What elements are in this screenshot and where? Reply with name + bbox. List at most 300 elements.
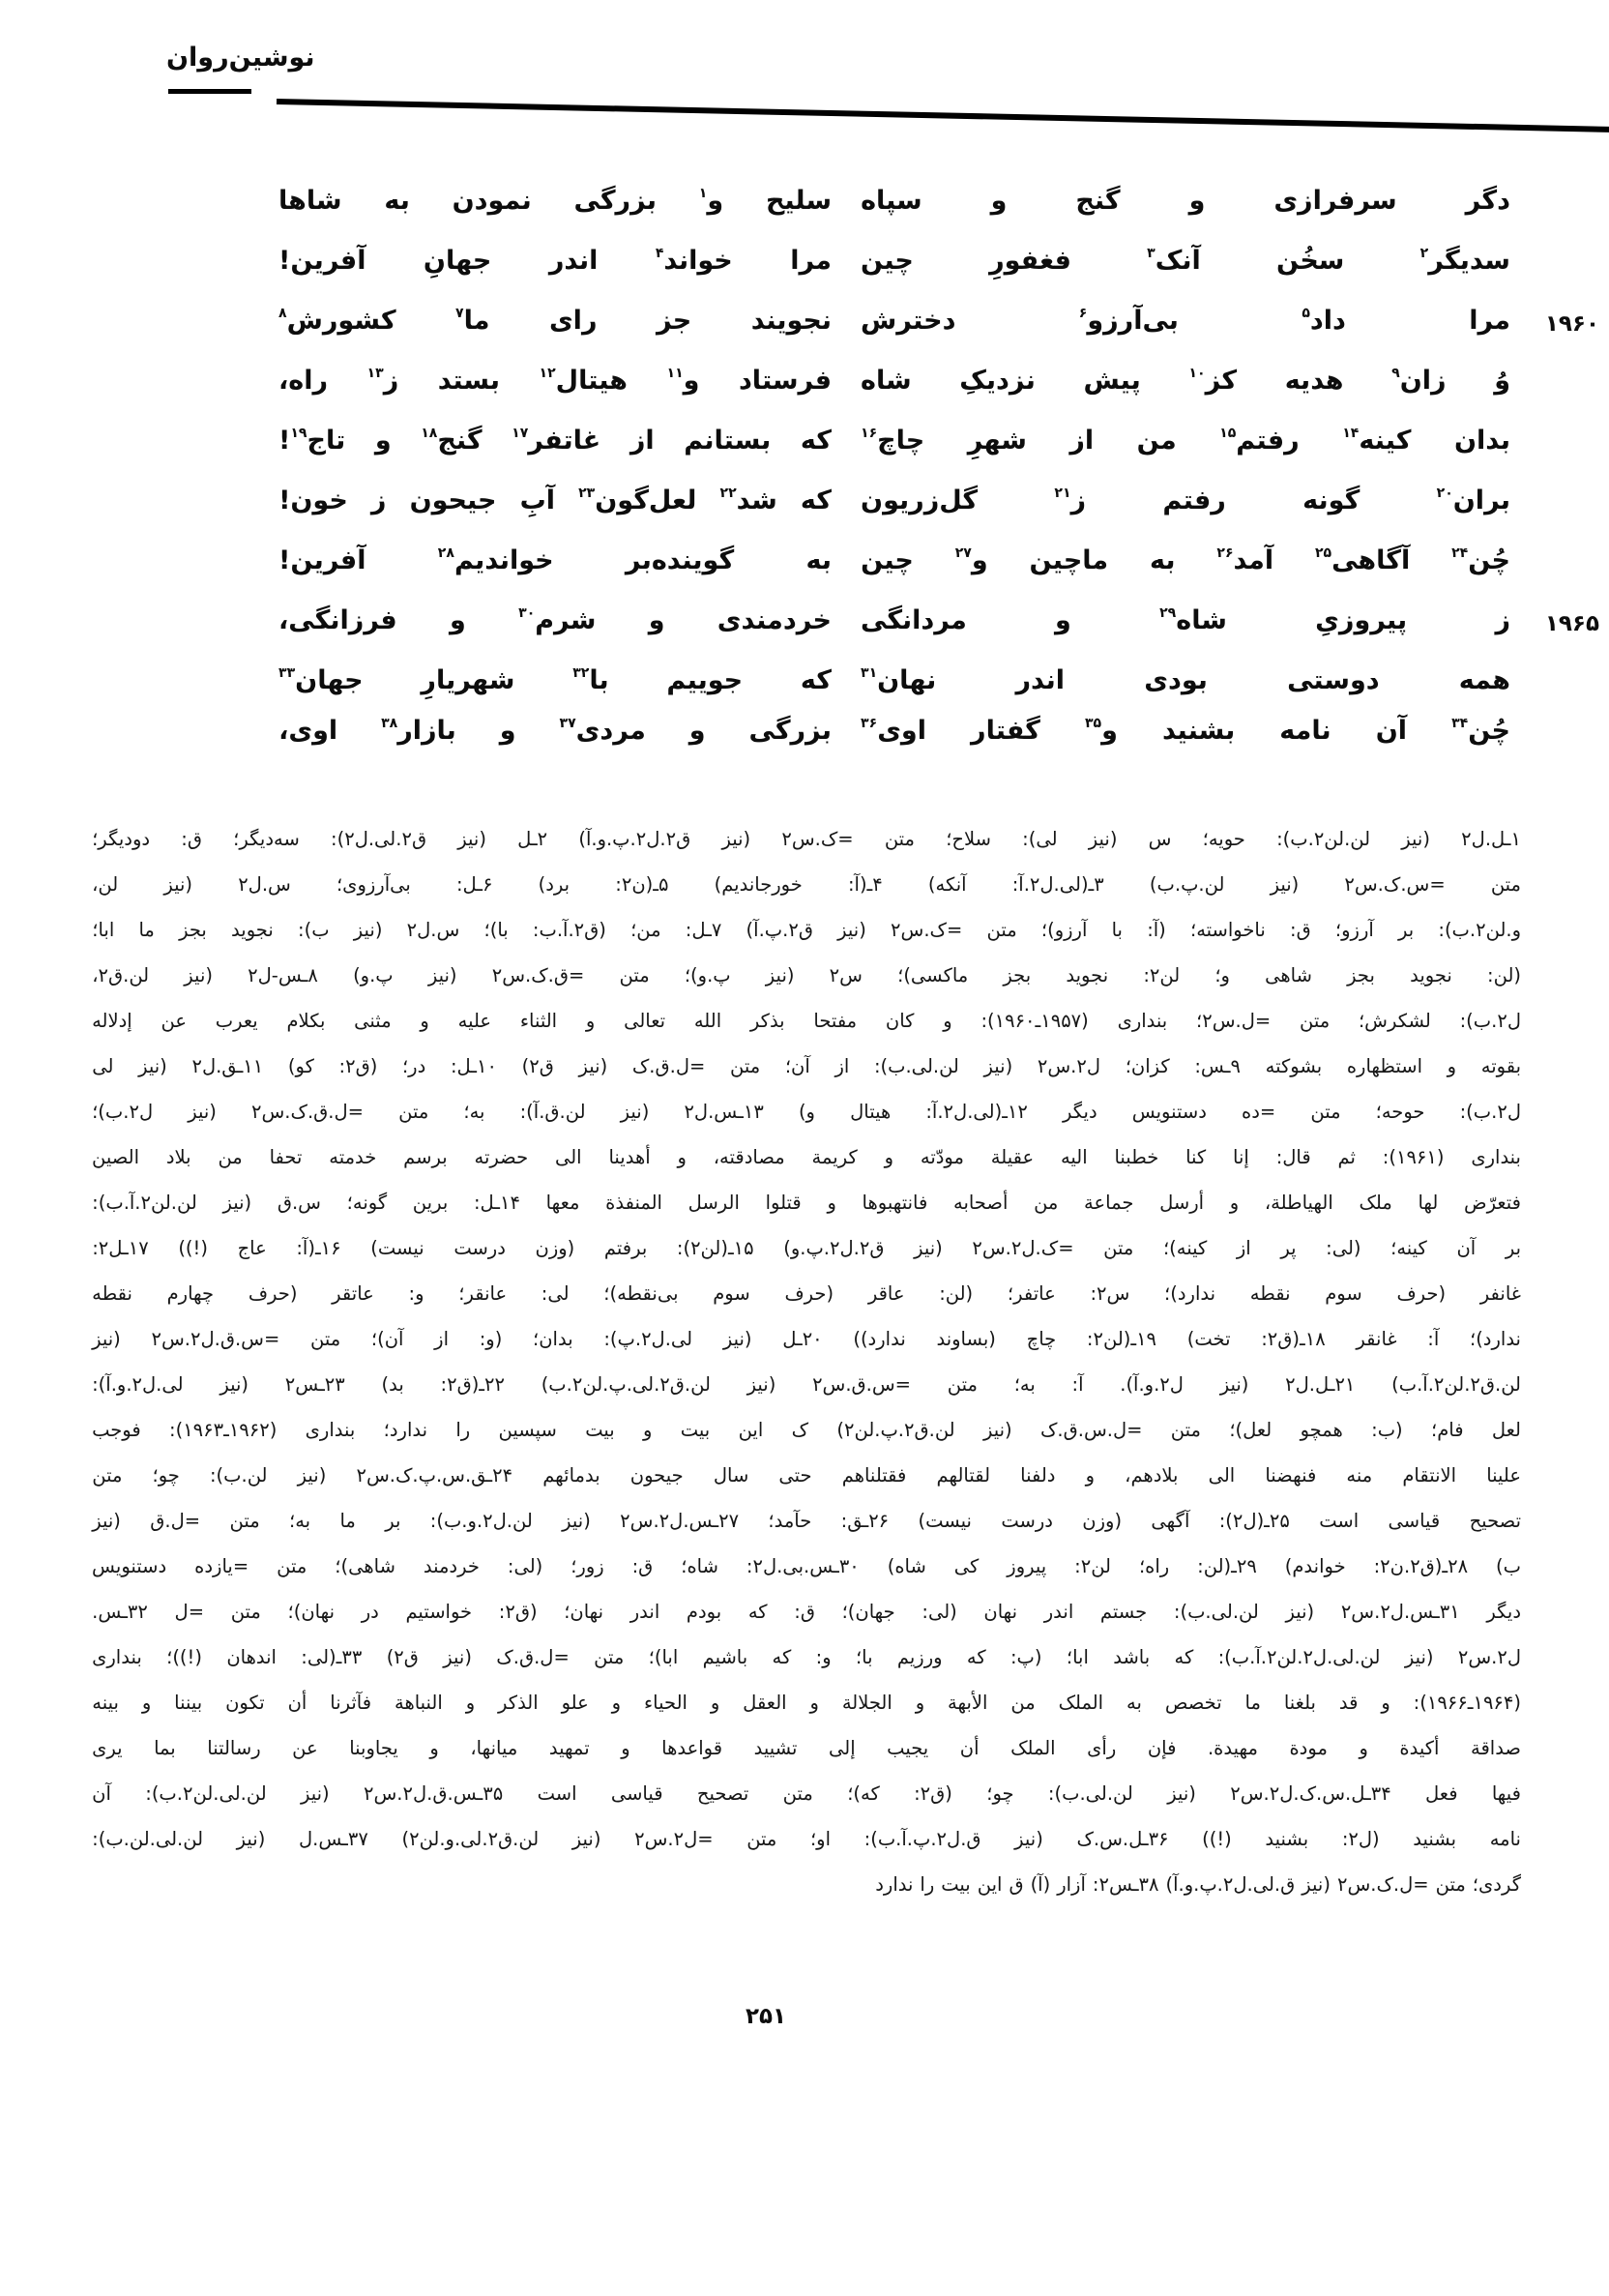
word: بد) [381,1373,404,1396]
word: لعل‌گون$^{۲۳}$ [578,486,697,515]
word: خطبنا [1114,1146,1159,1168]
word: ک [791,1419,809,1441]
word: (بساوند [936,1328,996,1350]
word: ۲۳ـس۲ [284,1373,345,1396]
word: ناخواسته؛ [1190,919,1266,941]
word: أرسل [1159,1192,1205,1214]
word: من [1010,1692,1036,1714]
word: آن [1456,1237,1477,1259]
word: شهریارِ [421,665,515,695]
footnote-marker: ۱۴ [1342,426,1360,441]
word: خواندم) [1284,1555,1346,1577]
word: حوحه؛ [1375,1101,1425,1123]
footnote-marker: ۱۵ [1219,426,1237,441]
word: دیگر [1486,1601,1521,1623]
word: =س.ق.س۲ [812,1373,912,1396]
word: لشکرش؛ [1358,1010,1431,1032]
word: به [1150,545,1176,575]
word: به؛ [289,1510,311,1532]
apparatus-line [92,1010,1521,1055]
word: بذکر [749,1010,785,1032]
word: (!)) [178,1237,208,1259]
word: أن [959,1737,980,1759]
second-hemistich [278,665,832,695]
verse-row [0,716,1609,766]
word: آ: [1071,1373,1084,1396]
word: فیها [1491,1782,1521,1805]
word: گنج [1075,186,1121,216]
apparatus-section [92,828,1521,1919]
footnote-marker: ۳۸ [381,716,398,731]
word: فانتهبوها [862,1192,928,1214]
word: ۳۵ـس.ق.ل۲.س۲ [364,1782,504,1805]
word: (آ: [1147,919,1166,941]
word: =ل.ق [150,1510,201,1532]
word: دودیگر؛ [92,828,151,850]
word: لن.ق۲.لی.پ.لن۲.ب) [541,1373,711,1396]
word: و [1381,1692,1390,1714]
word: خواستیم [405,1601,473,1623]
word: غانفر [1479,1282,1521,1305]
word: شاه$^{۲۹}$ [1159,605,1227,635]
footnote-marker: ۲ [1419,246,1429,261]
word: ل۲.ب): [1459,1010,1521,1032]
word: کینه)؛ [1162,1237,1208,1259]
word: به [805,545,832,575]
word: پر [1280,1237,1297,1259]
word: دخترش [861,306,956,336]
word: (نیز [138,1055,167,1077]
word: نهان؛ [564,1601,604,1623]
word: کشورش$^۸$ [278,306,396,336]
word: بدان؛ [533,1328,573,1350]
word: بقوته [1480,1055,1521,1077]
word: (نیز [1401,828,1430,850]
word: (نیز [982,1419,1012,1441]
word: (حرف [248,1282,298,1305]
word: من [1034,1192,1059,1214]
word: این [738,1419,764,1441]
word: ق۲.پ.آ) [746,919,813,941]
word: شاه [861,366,912,396]
word: به؛ [463,1101,485,1123]
footnote-marker: ۱۳ [366,366,384,381]
word: رفتم [1162,486,1226,515]
word: گردی؛ [1472,1873,1521,1896]
footnote-marker: ۱۰ [1188,366,1206,381]
word: سه‌دیگر؛ [233,828,300,850]
word: و [648,605,665,635]
word: أن [287,1692,307,1714]
first-hemistich [861,545,1510,575]
word: بازار$^{۳۸}$ [381,716,456,746]
word: از [1236,1237,1251,1259]
word: عن [292,1737,318,1759]
word: جهان$^{۳۳}$ [278,665,364,695]
word: (نیز [914,1237,943,1259]
word: ق.ل۲.پ.آ.ب): [863,1828,981,1850]
word: گفتار [971,716,1040,746]
verse-row [0,246,1609,296]
word: (نیز [620,1101,650,1123]
word: تخت) [1186,1328,1231,1350]
second-hemistich [278,716,832,746]
word: بودی [1144,665,1208,695]
word: متن [1435,1873,1466,1896]
footnote-marker: ۴ [655,246,664,261]
word: س.ل۲ [238,873,291,896]
word: إنا [1233,1146,1249,1168]
word: چین [861,545,914,575]
word: باشد [1113,1646,1151,1668]
apparatus-line [92,1782,1521,1828]
word: جیحون [409,486,497,515]
word: که [800,486,832,515]
word: ۳۶ـل.س.ک [1076,1828,1169,1850]
word: سوم [713,1282,750,1305]
word: بستانم [684,426,772,456]
word: لن.لی.لن۲.ب): [145,1782,267,1805]
word: از [629,426,655,456]
word: قواعدها [661,1737,723,1759]
word: مردی$^{۳۷}$ [559,716,646,746]
word: قد [1338,1692,1359,1714]
word: علینا [1486,1464,1521,1487]
word: در؛ [401,1055,426,1077]
word: و [827,1192,836,1214]
footnote-marker: ۱۹ [290,426,307,441]
word: گل‌زریون [861,486,979,515]
word: و [1085,1464,1096,1487]
word: سخُن [1276,246,1345,276]
apparatus-line [92,1873,1521,1919]
footnote-marker: ۷ [455,306,464,321]
word: =ک.ل۲.س۲ [972,1237,1074,1259]
first-hemistich [861,186,1510,216]
first-hemistich [861,426,1510,456]
word: که [966,1646,986,1668]
word: شاهی)؛ [335,1555,395,1577]
word: لن.ب): [209,1464,268,1487]
word: ز$^{۲۱}$ [1054,486,1087,515]
word: =ک.س۲ [891,919,963,941]
word: ل۲.ب): [1459,1101,1521,1123]
word: مردانگی [861,605,967,635]
word: و: [408,1282,424,1305]
word: ب): [298,919,330,941]
word: نامه [1279,716,1331,746]
word: لن.ق۲.لن۲.آ.ب) [1391,1373,1521,1396]
word: ۱۹ـ(لن۲: [1086,1328,1157,1350]
word: ق۲) [521,1055,554,1077]
word: (نیز [297,1464,327,1487]
running-head-title: نوشین‌روان [166,43,315,73]
word: (نیز [983,1055,1013,1077]
word: شاه) [887,1555,926,1577]
word: من [1136,426,1177,456]
word: (نیز [92,1510,121,1532]
word: از [834,1055,850,1077]
footnote-marker: ۲۶ [1216,545,1234,561]
word: (حرف [784,1282,834,1305]
word: متن [884,828,915,850]
apparatus-line [92,1328,1521,1373]
word: خردمندی [717,605,832,635]
word: فام؛ [1431,1419,1464,1441]
word: (وزن [1082,1510,1123,1532]
word: ماکسی)؛ [897,964,969,986]
word: ۱۵ـ(لن۲): [676,1237,754,1259]
word: رفتم$^{۱۵}$ [1219,426,1300,456]
word: الی [1208,1464,1236,1487]
word: چاچ [1026,1328,1057,1350]
word: حویه؛ [1202,828,1245,850]
word: ۳۴ـل.س.ک.ل۲.س۲ [1230,1782,1391,1805]
apparatus-line [92,919,1521,964]
word: ۱۰ـل: [450,1055,497,1077]
word: أهدینا [608,1146,651,1168]
word: مودّته [920,1146,964,1168]
first-hemistich [861,605,1510,635]
word: اندر [548,246,599,276]
word: آن [92,1782,111,1805]
word: (نیز [1014,1828,1043,1850]
word: (نیز [722,1328,752,1350]
word: ۷ـل: [685,919,722,941]
verse-row [0,605,1609,656]
word: ندارد؛ [383,1419,428,1441]
word: متن [730,1055,761,1077]
word: جوییم [666,665,744,695]
word: و: [815,1646,832,1668]
word: نزدیکِ [959,366,1036,396]
word: تصحیح [696,1782,749,1805]
word: بنداری [92,1646,142,1668]
word: یری [92,1737,123,1759]
word: و [611,1692,622,1714]
apparatus-line [92,873,1521,919]
word: از [434,1328,449,1350]
word: عقیلة [990,1146,1035,1168]
word: ۳۷ـس.ل [298,1828,368,1850]
word: و [499,716,516,746]
word: بی‌نقطه)؛ [603,1282,679,1305]
apparatus-line [92,1510,1521,1555]
word: بلغنا [1283,1692,1316,1714]
word: خون! [278,486,348,515]
word: ندارد)؛ [1470,1328,1521,1350]
word: بما [154,1737,176,1759]
word: ۲۹ـ(لن: [1197,1555,1257,1577]
word: (نیز [188,1101,217,1123]
word: ق۲.ل۲.پ.و.آ) [578,828,691,850]
word: نیست) [370,1237,424,1259]
word: ۳۸ـس۲: [1092,1873,1159,1896]
word: هیتال [850,1101,892,1123]
word: لی.ل۲.و.آ): [92,1373,184,1396]
word: فآثرنا [330,1692,372,1714]
word: بنداری [305,1419,356,1441]
word: بزرگی [748,716,832,746]
word: ابا)؛ [648,1646,679,1668]
word: معها [545,1192,580,1214]
word: =ل.س۲؛ [1196,1010,1272,1032]
word: و$^{۱۱}$ [666,366,700,396]
word: متن [1490,873,1521,896]
word: و [621,1737,630,1759]
word: سلیح [765,186,832,216]
word: مفتحا [813,1010,858,1032]
word: و [643,1419,653,1441]
word: حضرته [474,1146,529,1168]
word: بی‌آرزو$^۶$ [1078,306,1179,336]
word: لن.لن۲.آ.ب): [92,1192,197,1214]
word: لن، [92,873,119,896]
word: تشیید [753,1737,798,1759]
second-hemistich [278,186,832,216]
footnote-marker: ۲۴ [1451,545,1469,561]
word: نجوید [231,919,274,941]
word: که [1174,1646,1194,1668]
apparatus-line [92,1737,1521,1782]
word: آرزو)؛ [1040,919,1088,941]
word: و [429,1737,439,1759]
word: عانقر؛ [458,1282,508,1305]
word: (لن: [1487,964,1521,986]
verse-row [0,306,1609,356]
word: که [800,665,832,695]
word: (نیز [92,1328,121,1350]
verse-row [0,486,1609,536]
word: سپسین [498,1419,557,1441]
word: که)؛ [847,1782,880,1805]
word: نجوید [1410,964,1452,986]
word: راه؛ [1138,1555,1170,1577]
word: به؛ [1013,1373,1036,1396]
second-hemistich [278,366,832,396]
word: یعرب [215,1010,258,1032]
verse-row [0,186,1609,236]
word: به [384,186,410,216]
word: و [809,1692,819,1714]
word: چاچ$^{۱۶}$ [861,426,925,456]
word: أکیدة [1399,1737,1440,1759]
word: آمد$^{۲۶}$ [1216,545,1274,575]
footnote-marker: ۱۷ [512,426,529,441]
word: غانقر [1356,1328,1397,1350]
second-hemistich [278,426,832,456]
word: بیت [585,1419,615,1441]
first-hemistich [861,246,1510,276]
word: چین [861,246,914,276]
word: علو [561,1692,589,1714]
word: خردمند [423,1555,480,1577]
word: با؛ [855,1646,873,1668]
first-hemistich [861,366,1510,396]
word: برین [412,1192,449,1214]
apparatus-line [92,1646,1521,1692]
word: (ق۲.آ.ب: [532,919,606,941]
word: =س.ق.ل۲.س۲ [151,1328,280,1350]
word: کزان؛ [1125,1055,1170,1077]
word: میانها، [470,1737,518,1759]
word: نقطه [1249,1282,1291,1305]
word: متن [947,1373,978,1396]
word: بنداری [1117,1010,1168,1032]
word: شهرِ [967,426,1027,456]
word: ۱۲ـ(لی.ل۲.آ: [925,1101,1028,1123]
word: (ق۲: [498,1601,538,1623]
word: است [1319,1510,1360,1532]
word: و [374,426,392,456]
word: نجویند [750,306,832,336]
word: لعل [1491,1419,1521,1441]
word: اوی، [278,716,338,746]
word: س۲ [829,964,863,986]
word: لی): [1022,828,1058,850]
word: بیت [941,1873,971,1896]
word: ۴ـ(آ: [847,873,883,896]
footnote-marker: ۲۳ [578,486,596,501]
apparatus-line [92,1282,1521,1328]
apparatus-line [92,1192,1521,1237]
word: آنک$^۳$ [1147,246,1201,276]
word: رای [548,306,598,336]
word: همچو [1300,1419,1343,1441]
word: (!))؛ [166,1646,202,1668]
word: بکلام [286,1010,326,1032]
word: متن [229,1510,260,1532]
word: ۱۳ـس.ل۲ [684,1101,764,1123]
word: (نیز [1302,1873,1331,1896]
word: وُ [1494,366,1510,396]
word: آرزو؛ [1334,919,1374,941]
word: متن [230,1601,261,1623]
word: الثناء [519,1010,558,1032]
word: سال [713,1464,749,1487]
word: شاهی [1265,964,1312,986]
word: (۱۹۶۴ـ۱۹۶۶): [1413,1692,1521,1714]
word: آن؛ [784,1055,810,1077]
word: الهیاطلة، [1264,1192,1333,1214]
word: ۲۵ـ(ل۲): [1218,1510,1290,1532]
word: س۲: [1090,1282,1130,1305]
word: عن [161,1010,187,1032]
apparatus-line [92,964,1521,1010]
word: لن۲: [1143,964,1181,986]
verse-row [0,426,1609,476]
word: (!)) [1202,1828,1232,1850]
footnote-marker: ۳۱ [861,665,878,681]
word: ۳۱ـس.ل۲.س۲ [1340,1601,1460,1623]
footnote-marker: ۱۲ [539,366,556,381]
word: را [920,1873,935,1896]
word: پیروزیِ [1315,605,1408,635]
word: دلفنا [1020,1464,1056,1487]
word: درست [453,1237,506,1259]
word: و [677,1146,687,1168]
word: شاه؛ [681,1555,718,1577]
top-rule [277,99,1609,132]
word: ۳۰ـس.بی.ل۲: [746,1555,860,1577]
word: فعل [1425,1782,1458,1805]
word: نهان [983,1601,1018,1623]
word: کریمة [811,1146,858,1168]
word: =ده [1242,1101,1276,1123]
second-hemistich [278,246,832,276]
word: ل۲.و.آ). [1120,1373,1184,1396]
word: راه، [278,366,329,396]
